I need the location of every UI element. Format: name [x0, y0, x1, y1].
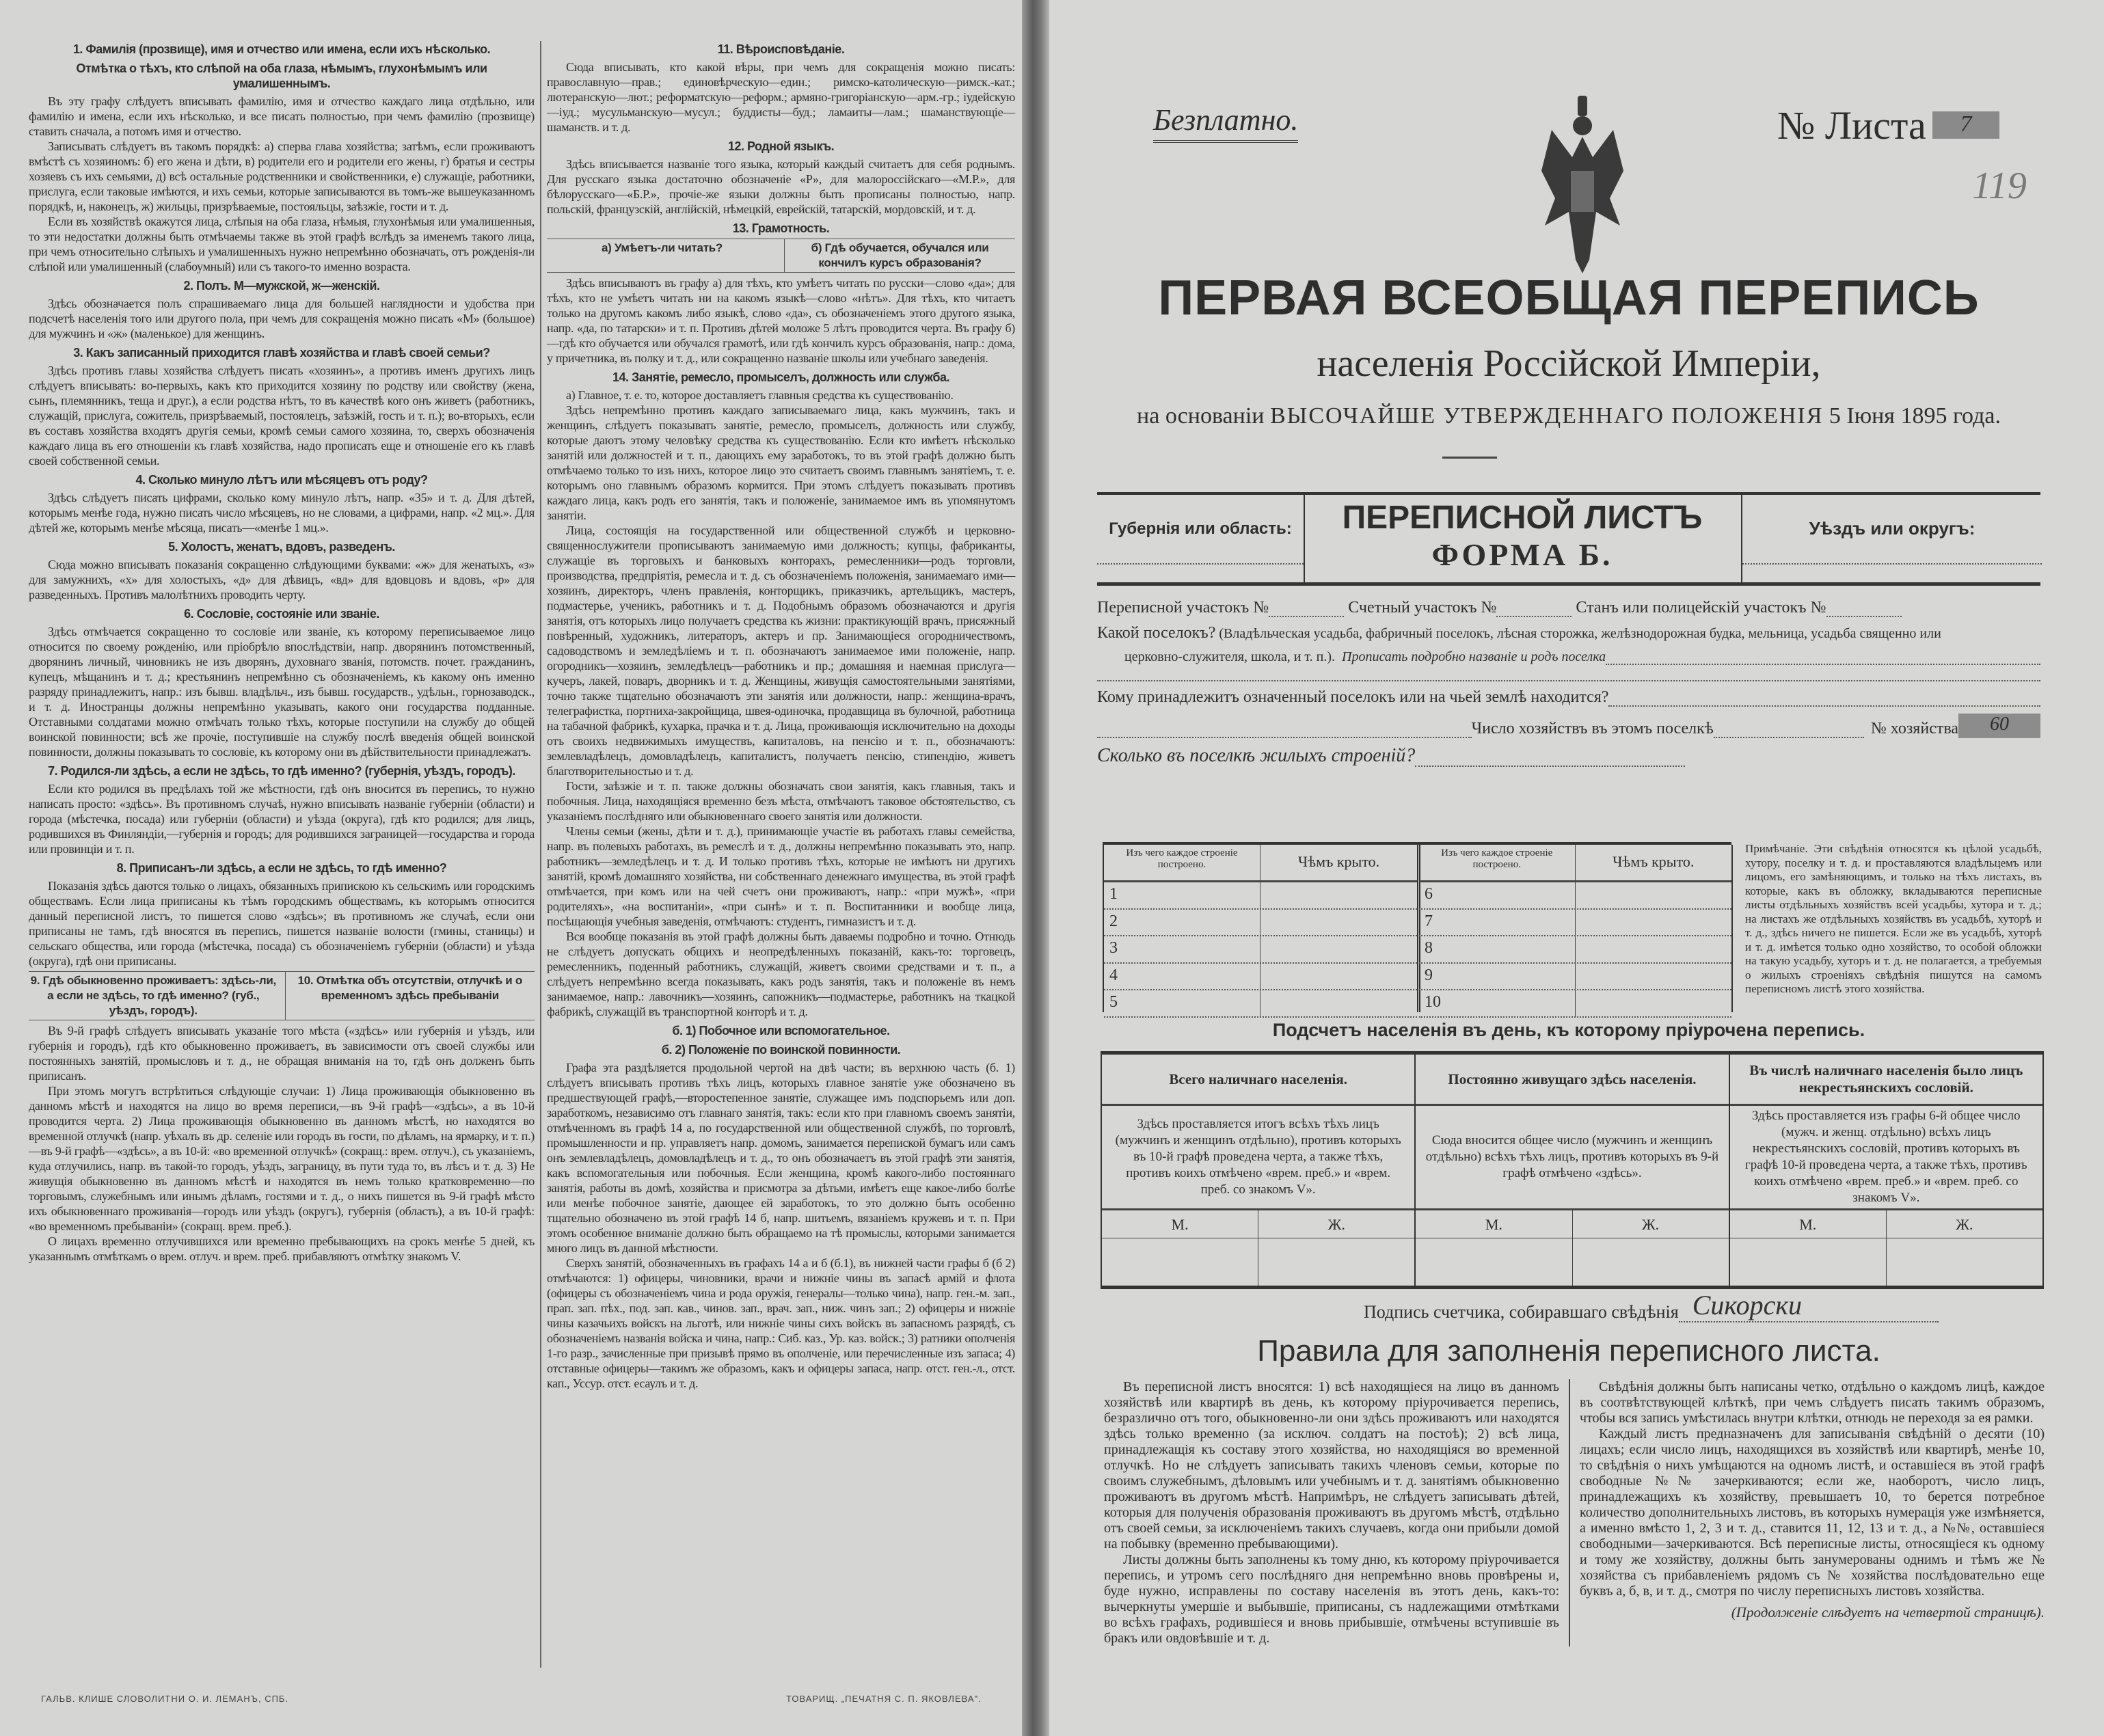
- instruction-paragraph: Въ эту графу слѣдуетъ вписывать фамилію, имя и отчество каждаго лица отдѣльно, или фамилію и имена, если ихъ нѣсколько, и все писать полностью, при чемъ фамилію (прозвище) ставить сначала, а потомъ имя и отчество.: [29, 94, 535, 138]
- section-heading: 5. Холостъ, женатъ, вдовъ, разведенъ.: [168, 540, 395, 554]
- enumerator-signature-row: Подпись счетчика, собиравшаго свѣдѣнія Сикорски: [1364, 1289, 1939, 1323]
- row-number: 5: [1104, 990, 1260, 1016]
- section-heading: 8. Приписанъ-ли здѣсь, а если не здѣсь, то гдѣ именно?: [116, 861, 447, 875]
- column-divider: [540, 41, 541, 1668]
- dwellings-table-row[interactable]: [1419, 936, 1731, 964]
- province-field[interactable]: Губернія или область:: [1097, 495, 1305, 582]
- settlement-name-input-line2[interactable]: [1097, 665, 2040, 681]
- male-count-input[interactable]: [1102, 1238, 1258, 1286]
- imperial-eagle-emblem: [1538, 96, 1627, 273]
- printer-credit-left: ГАЛЬВ. КЛИШЕ СЛОВОЛИТНИ О. И. ЛЕМАНЪ, СПБ.: [41, 1694, 289, 1704]
- right-page-census-form: [1049, 0, 2104, 1736]
- instruction-paragraph: Записывать слѣдуетъ въ такомъ порядкѣ: а) сперва глава хозяйства; затѣмъ, если проживаютъ вмѣстѣ съ хозяиномъ: б) его жена и дѣти, в) родители его и родители его жены, г) братья и сестры хозяевъ съ ихъ семьями, д) всѣ остальные родственники и свойственники, е) служащіе, работники, прислуга, если таковые имѣются, и ихъ семьи, которые записываются въ томъ-же вышеуказанномъ порядкѣ, и, наконецъ, ж) жильцы, призрѣваемые, постояльцы, заѣзжіе, гости и т. д.: [29, 139, 535, 213]
- male-count-input[interactable]: [1730, 1238, 1887, 1286]
- census-title: ПЕРВАЯ ВСЕОБЩАЯ ПЕРЕПИСЬ: [1158, 271, 1980, 325]
- instruction-paragraph: Вся вообще показанія въ этой графѣ должны быть даваемы подробно и точно. Отнюдь не слѣдуетъ допускать общихъ и неопредѣленныхъ показаній, какъ-то: торговецъ, ремесленникъ, поденный работникъ, служащій, живетъ своими средствами и т. п., а слѣдуетъ непремѣнно всегда показывать, какъ родъ занятія, такъ и положеніе въ немъ занимаемое, напр.: лавочникъ—хозяинъ, сапожникъ—подмастерье, работникъ на ткацкой фабрикѣ, служащій въ транспортной конторѣ и т. д.: [547, 930, 1015, 1018]
- section-heading: Отмѣтка о тѣхъ, кто слѣпой на оба глаза, нѣмымъ, глухонѣмымъ или умалишеннымъ.: [76, 62, 487, 90]
- rules-paragraph: Въ переписной листъ вносятся: 1) всѣ находящіеся на лицо въ данномъ хозяйствѣ или квартирѣ въ день, къ которому пріурочивается перепись, безразлично отъ того, обыкновенно-ли они здѣсь проживаютъ или находятся здѣсь только временно (за исключ. солдатъ на постоѣ); 2) всѣ лица, принадлежащія къ составу этого хозяйства, но находящіяся во временной отлучкѣ. Но не слѣдуетъ записывать такихъ членовъ семьи, которые по своимъ служебнымъ, дѣловымъ или учебнымъ и т. д. занятіямъ обыкновенно проживаютъ въ другомъ мѣстѣ. Напримѣръ, не слѣдуетъ записывать дѣтей, которыя для полученія образованія проживаютъ въ другомъ мѣстѣ, отдѣльно отъ своей семьи, за исключеніемъ такихъ случаевъ, когда они прибыли домой на побывку (временно пребывающими).: [1104, 1379, 1559, 1551]
- owner-row: Кому принадлежитъ означенный поселокъ или на чьей землѣ находится?: [1097, 688, 2040, 707]
- female-label: Ж.: [1956, 1216, 1973, 1233]
- book-spine: [1022, 0, 1049, 1736]
- roof-cell[interactable]: [1260, 936, 1417, 962]
- dwellings-table-row[interactable]: [1419, 910, 1731, 937]
- count-input-row: [1730, 1238, 2042, 1286]
- count-input-row: [1102, 1238, 1414, 1286]
- sheet-title-block: ПЕРЕПИСНОЙ ЛИСТЪ ФОРМА Б.: [1342, 500, 1703, 572]
- section-heading: 11. Вѣроисповѣданіе.: [717, 42, 845, 56]
- instructions-column-2: [547, 38, 1015, 1391]
- population-column: [1729, 1055, 2044, 1286]
- free-of-charge-label: Безплатно.: [1153, 103, 1298, 143]
- form-fields: [1097, 592, 2040, 767]
- dwellings-note: Примѣчаніе. Эти свѣдѣнія относятся къ цѣлой усадьбѣ, хутору, поселку и т. д. и проставляются владѣльцемъ или лицомъ, его замѣняющимъ, и только на тѣхъ листахъ, въ которые, какъ въ обложку, вкладываются переписные листы отдѣльныхъ хозяйствъ всей усадьбы, хутора и т. д.; на листахъ же отдѣльныхъ хозяйствъ въ усадьбѣ, хуторѣ и т. д., здѣсь ничего не пишется. Если же въ усадьбѣ, хуторѣ и т. д. имѣется только одно хозяйство, то особой обложки на такую усадьбу, хуторъ и т. д. не полагается, а требуемыя о жилыхъ строеніяхъ свѣдѣнія пишутся на самомъ переписномъ листѣ этого хозяйства.: [1745, 842, 2042, 995]
- section-heading: 7. Родился-ли здѣсь, а если не здѣсь, то гдѣ именно? (губернія, уѣздъ, городъ).: [48, 764, 515, 778]
- dwellings-table-row[interactable]: [1104, 964, 1417, 991]
- instruction-paragraph: Здѣсь вписывается названіе того языка, который каждый считаетъ для себя роднымъ. Для русскаго языка достаточно обозначеніе «Р», для малороссійскаго—«М.Р.», для бѣлорусскаго—«Б.Р.», прочіе-же языки должны быть прописаны полностью, напр. польскій, французскій, англійскій, нѣмецкій, еврейскій, татарскій, мордовскій, и т. д.: [547, 157, 1015, 216]
- row-number: 6: [1419, 882, 1576, 908]
- instruction-paragraph: Здѣсь вписываютъ въ графу а) для тѣхъ, кто умѣетъ читать по русски—слово «да»; для тѣхъ, кто не умѣетъ читать ни на какомъ языкѣ—слово «нѣтъ». Для тѣхъ, кто читаетъ только на другомъ какомъ либо языкѣ, слово «да», съ обозначеніемъ этого другого языка, напр. «да, по татарски» и т. п. Противъ дѣтей моложе 5 лѣтъ проводится черта. Въ графу б)—гдѣ кто обучается или обучался грамотѣ, или гдѣ кончилъ курсъ образованія, напр.: дома, у причетника, въ полку и т. д., или сокращенно названіе школы или учебнаго заведенія.: [547, 276, 1015, 365]
- row-number: 9: [1419, 964, 1576, 990]
- instruction-paragraph: Показанія здѣсь даются только о лицахъ, обязанныхъ припискою къ сельскимъ или городскимъ обществамъ. Если лица приписаны къ тѣмъ городскимъ обществамъ, къ которымъ относится данный переписной листъ, то пишется слово «здѣсь»; въ противномъ же случаѣ, если они приписаны не тамъ, гдѣ вносятся въ перепись, пишется названіе волости (гмины, станицы) и сельскаго общества, или города (мѣстечка, посада) съ обозначеніемъ губерніи (области) и уѣзда (округа), гдѣ они приписаны.: [29, 879, 535, 968]
- population-column-heading: Постоянно живущаго здѣсь населенія.: [1416, 1055, 1728, 1106]
- roof-cell[interactable]: [1576, 882, 1732, 908]
- female-label: Ж.: [1641, 1216, 1660, 1233]
- population-column-heading: Въ числѣ наличнаго населенія было лицъ некрестьянскихъ сословій.: [1730, 1055, 2042, 1106]
- female-count-input[interactable]: [1887, 1238, 2042, 1286]
- rules-column-left: [1104, 1379, 1570, 1646]
- census-subtitle: населенія Россійской Имперіи,: [1317, 342, 1821, 385]
- section-heading: а) Умѣетъ-ли читать?: [602, 241, 723, 254]
- dwellings-table-row[interactable]: [1104, 990, 1417, 1018]
- settlement-name-row: церковно-служителя, школа, и т. п.). Прописать подробно названіе и родъ поселка: [1097, 649, 2040, 665]
- sheet-header-box: [1097, 492, 2040, 586]
- instruction-paragraph: Графа эта раздѣляется продольной чертой на двѣ части; въ верхнюю часть (б. 1) слѣдуетъ вписывать противъ тѣхъ лицъ, которыхъ главное занятіе уже обозначено въ предшествующей графѣ,—второстепенное занятіе, служащее имъ подспорьемъ или доп. заработкомъ, независимо отъ главнаго занятія, такъ: если кто при главномъ своемъ занятіи, отмѣченномъ въ графѣ 14 а, по государственной или общественной службѣ, по торговлѣ, промышленности и пр. управляетъ напр. домомъ, занимается перепиской бумагъ или самъ онъ землевладѣлецъ, домовладѣлецъ и т. д., то онъ обозначаетъ въ этой графѣ эти занятія, какъ вспомогательныя или побочныя. Если женщина, кромѣ какого-либо постояннаго занятія, работы въ домѣ, хозяйства и присмотра за дѣтьми, имѣетъ еще какое-либо болѣе или менѣе побочное занятіе, дающее ей заработокъ, то это должно быть особенно тщательно обозначено въ этой графѣ 14 б, напр. шитьемъ, вязаніемъ кружевъ и т. п. При этомъ особенное вниманіе должно быть обращаемо на тѣ промыслы, которыми занимается много лицъ въ данной мѣстности.: [547, 1061, 1015, 1255]
- instruction-paragraph: Сюда можно вписывать показанія сокращенно слѣдующими буквами: «ж» для женатыхъ, «з» для замужнихъ, «х» для холостыхъ, «д» для дѣвицъ, «вд» для вдовцовъ и вдовъ, «р» для разведенныхъ. Противъ малолѣтнихъ проводить черту.: [29, 558, 535, 601]
- column-header-material: Изъ чего каждое строеніе построено.: [1419, 845, 1576, 880]
- population-column: [1414, 1055, 1728, 1286]
- instruction-paragraph: Если кто родился въ предѣлахъ той же мѣстности, гдѣ онъ вносится въ перепись, то нужно написать просто: «здѣсь». Въ противномъ случаѣ, нужно вписывать названіе губерніи (области) и города (мѣстечка, посада) или губерніи (области) и уѣзда (округа), гдѣ кто родился; для лицъ, родившихся въ Финляндіи,—губернія и городъ; для родившихся заграницей—государства и города или провинціи и т. п.: [29, 782, 535, 856]
- row-number: 4: [1104, 964, 1260, 990]
- male-count-input[interactable]: [1416, 1238, 1572, 1286]
- dwellings-count-row: Сколько въ поселкѣ жилыхъ строеній?: [1097, 745, 1685, 767]
- households-row: Число хозяйствъ въ этомъ поселкѣ № хозяйства 60: [1097, 714, 2040, 738]
- instruction-paragraph: Члены семьи (жены, дѣти и т. д.), принимающіе участіе въ работахъ главы семейства, напр. въ полевыхъ работахъ, въ ремеслѣ и т. д., должны непремѣнно показывать это, напр. работникъ—земледѣлецъ и т. д. И только противъ тѣхъ, которые не имѣютъ ни другихъ занятій, кромѣ домашняго хозяйства, ни собственнаго денежнаго имущества, въ этой графѣ отмѣчается, при комъ или на чей счетъ они проживаютъ, напр.: «при мужѣ», «при родителяхъ», «на воспитаніи», «при сынѣ» и т. п. Воспитанники и вообще лица, посѣщающія учебныя заведенія, отмѣчаютъ: студентъ, гимназистъ и т. д.: [547, 824, 1015, 928]
- area-numbers-row: Переписной участокъ № Счетный участокъ № Станъ или полицейскій участокъ №: [1097, 599, 2040, 617]
- section-heading-pair: [547, 239, 1015, 273]
- dwellings-table-row[interactable]: [1104, 910, 1417, 937]
- instruction-paragraph: Если въ хозяйствѣ окажутся лица, слѣпыя на оба глаза, нѣмыя, глухонѣмыя или умалишенныя, то эти недостатки должны быть отмѣчаемы также въ этой графѣ вслѣдъ за именемъ такого лица, при чемъ относительно слѣпыхъ и умалишенныхъ нужно непремѣнно обозначать, отъ рожденія-ли слѣпой или умалишенный (слабоумный) или съ такого-то именно возраста.: [29, 215, 535, 273]
- dwellings-count-input[interactable]: [1415, 765, 1685, 767]
- instruction-paragraph: Сверхъ занятій, обозначенныхъ въ графахъ 14 а и б (б.1), въ нижней части графы б (б 2) отмѣчаются: 1) офицеры, чиновники, врачи и нижніе чины въ запасѣ армій и флота (офицеры съ обозначеніемъ чина и рода оружія, генералы—только чина), напр. ген.-м. зап., прап. зап. пѣх., под. зап. кав., чинов. зап., врач. зап., ниж. чинъ зап.; 2) офицеры и нижніе чины казачьихъ войскъ на льготѣ, или нижніе чины сихъ войскъ въ запасномъ разрядѣ, съ обозначеніемъ названія войска и чина, напр.: Сиб. каз., Ур. каз. войск.; 3) ратники ополченія 1-го разр., зачисленные при призывѣ прямо въ ополченіе, или перечисленные изъ запаса; 4) отставные офицеры—такимъ же образомъ, какъ и офицеры запаса, напр. отст. ген.-л., отст. кап., Уссур. отст. есаулъ и т. д.: [547, 1256, 1015, 1390]
- instructions-column-1: [29, 38, 535, 1264]
- dwellings-table-row[interactable]: [1104, 882, 1417, 910]
- instruction-paragraph: Здѣсь непремѣнно противъ каждаго записываемаго лица, какъ мужчинъ, такъ и женщинъ, слѣдуетъ показывать занятіе, ремесло, промыселъ, должность или службу, которые даютъ этому человѣку средства къ существованію. Если кто имѣетъ нѣсколько занятій или должностей и т. п., дающихъ ему заработокъ, то въ этой графѣ должно быть отмѣчаемо только то изъ нихъ, которое лицо это считаетъ своимъ главнымъ занятіемъ, т. е. которымъ оно главнымъ образомъ кормится. При этомъ слѣдуетъ показывать противъ каждаго лица, какъ родъ его занятія, такъ и положеніе, занимаемое имъ въ упомянутомъ занятіи.: [547, 403, 1015, 522]
- section-heading: 2. Полъ. М—мужской, ж—женскій.: [183, 279, 380, 293]
- sheet-number-label: № Листа: [1777, 103, 1926, 148]
- male-label: М.: [1416, 1210, 1572, 1238]
- instruction-paragraph: Здѣсь обозначается полъ спрашиваемаго лица для большей наглядности и удобства при подсчетѣ населенія того или другого пола, при чемъ для сокращенія можно писать «М» (большое) для мужчинъ и «ж» (маленькое) для женщинъ.: [29, 297, 535, 340]
- roof-cell[interactable]: [1260, 882, 1417, 908]
- population-count-heading: Подсчетъ населенія въ день, къ которому пріурочена перепись.: [1272, 1020, 1865, 1040]
- households-count-input[interactable]: [1714, 737, 1864, 738]
- sex-header-row: [1730, 1210, 2042, 1238]
- row-number: 1: [1104, 882, 1260, 908]
- section-heading: 3. Какъ записанный приходится главѣ хозяйства и главѣ своей семьи?: [73, 346, 490, 360]
- roof-cell[interactable]: [1576, 910, 1732, 936]
- population-column-description: Здѣсь проставляется итогъ всѣхъ тѣхъ лицъ (мужчинъ и женщинъ отдѣльно), противъ которыхъ въ 10-й графѣ проведена черта, а также тѣхъ, противъ коихъ отмѣчено «врем. преб.» и «врем. преб. со знакомъ V».: [1102, 1106, 1414, 1210]
- row-number: 8: [1419, 936, 1576, 962]
- column-header-roof: Чѣмъ крыто.: [1613, 853, 1695, 870]
- dwellings-table: [1103, 842, 1731, 1012]
- population-column-description: Сюда вносится общее число (мужчинъ и женщинъ отдѣльно) всѣхъ тѣхъ лицъ, противъ которыхъ въ 9-й графѣ отмѣчено «здѣсь».: [1416, 1106, 1728, 1210]
- rules-paragraph: Каждый листъ предназначенъ для записыванія свѣдѣній о десяти (10) лицахъ; если число лицъ, находящихся въ хозяйствѣ или квартирѣ, менѣе 10, то свѣдѣнія о нихъ умѣщаются на одномъ листѣ, и оставшіеся въ этой графѣ свободные №№ зачеркиваются; если же, наоборотъ, число лицъ, принадлежащихъ къ хозяйству, превышаетъ 10, то берется потребное количество дополнительныхъ листовъ, въ которыхъ нумерація уже измѣняется, а именно вмѣсто 1, 2, 3 и т. д., ставится 11, 12, 13 и т. д., а №№, оставшіеся свободными—зачеркиваются. Всѣ переписные листы, относящіеся къ одному и тому же хозяйству, должны быть занумерованы однимъ и тѣмъ же № хозяйства съ прибавленіемъ рядомъ съ № хозяйства послѣдовательно еще буквъ а, б, в, и т. д., смотря по числу переписныхъ листовъ хозяйства.: [1580, 1426, 2045, 1599]
- column-header-material: Изъ чего каждое строеніе построено.: [1104, 845, 1260, 880]
- owner-input-line2[interactable]: [1097, 737, 1472, 738]
- population-column: [1101, 1055, 1414, 1286]
- instruction-paragraph: Здѣсь противъ главы хозяйства слѣдуетъ писать «хозяинъ», а противъ именъ другихъ лицъ слѣдуетъ вписывать: во-первыхъ, какъ кто приходится хозяину по родству или свойству (жена, сынъ, племянникъ, теща и друг.), а если родства нѣтъ, то въ качествѣ кого онъ живетъ (работникъ, служащій, прислуга, сожитель, призрѣваемый, постоялецъ, заѣзжій, гость и т. п.); во-вторыхъ, если въ составъ хозяйства входятъ другія семьи, кромѣ семьи самого хозяина, то, сверхъ обозначенія каждаго лица въ его отношеніи къ главѣ хозяйства, надо прописать еще и отношеніе его къ главѣ своей собственной семьи.: [29, 364, 535, 467]
- section-heading: 6. Сословіе, состояніе или званіе.: [184, 607, 379, 621]
- pencil-archive-number: 119: [1972, 165, 2027, 207]
- row-number: 7: [1419, 910, 1576, 936]
- population-column-heading: Всего наличнаго населенія.: [1102, 1055, 1414, 1106]
- instruction-paragraph: Сюда вписывать, кто какой вѣры, при чемъ для сокращенія можно писать: православную—прав.; единовѣрческую—един.; римско-католическую—римск.-кат.; лютеранскую—лют.; реформатскую—реформ.; армяно-григоріанскую—арм.-гр.; іудейскую—іуд.; мусульманскую—мусул.; буддисты—буд.; ламаиты—лам.; шаманствующіе—шаманств. и т. д.: [547, 60, 1015, 134]
- count-input-row: [1416, 1238, 1728, 1286]
- female-count-input[interactable]: [1573, 1238, 1729, 1286]
- sex-header-row: [1416, 1210, 1728, 1238]
- section-heading-pair: [29, 971, 535, 1020]
- section-heading: 14. Занятіе, ремесло, промыселъ, должность или служба.: [612, 370, 950, 384]
- instruction-paragraph: Здѣсь слѣдуетъ писать цифрами, сколько кому минуло лѣтъ, напр. «35» и т. д. Для дѣтей, которымъ менѣе года, нужно писать число мѣсяцевъ, но не словами, а цифрами, напр. «2 мц.». Для дѣтей же, которымъ менѣе мѣсяца, писать—«менѣе 1 мц.».: [29, 491, 535, 534]
- printer-credit-right: ТОВАРИЩ. „ПЕЧАТНЯ С. П. ЯКОВЛЕВА".: [786, 1694, 982, 1704]
- row-number: 3: [1104, 936, 1260, 962]
- section-heading: б. 1) Побочное или вспомогательное.: [672, 1024, 890, 1037]
- section-heading: 10. Отмѣтка объ отсутствіи, отлучкѣ и о временномъ здѣсь пребываніи: [285, 972, 535, 1020]
- census-legal-basis: на основаніи ВЫСОЧАЙШЕ УТВЕРЖДЕННАГО ПОЛОЖЕНІЯ 5 Іюня 1895 года.: [1137, 403, 2001, 429]
- instruction-paragraph: Гости, заѣзжіе и т. п. также должны обозначать свои занятія, какъ главныя, такъ и побочныя. Лица, находящіяся временно безъ мѣста, отмѣчаютъ таковое обстоятельство, съ указаніемъ послѣдняго или обыкновеннаго своего занятія или должности.: [547, 779, 1015, 823]
- female-label: Ж.: [1327, 1216, 1345, 1233]
- rules-column-right: [1580, 1379, 2045, 1620]
- population-column-description: Здѣсь проставляется изъ графы 6-й общее число (мужч. и женщ. отдѣльно) всѣхъ лицъ некрестьянскихъ сословій, противъ которыхъ въ графѣ 10-й проведена черта, а также тѣхъ, противъ коихъ отмѣчено «врем. преб.» и «врем. преб. со знакомъ V».: [1730, 1106, 2042, 1210]
- dwellings-table-row[interactable]: [1419, 882, 1731, 910]
- settlement-name-input[interactable]: [1606, 664, 2040, 665]
- roof-cell[interactable]: [1576, 936, 1732, 962]
- enumerator-signature: Сикорски: [1679, 1289, 1939, 1323]
- roof-cell[interactable]: [1576, 964, 1732, 990]
- instruction-paragraph: Лица, состоящія на государственной или общественной службѣ и церковно-священнослужители прописываютъ занимаемую ими должность; купцы, фабриканты, служащіе въ торговыхъ и банковыхъ конторахъ, ремесленники—родъ торговли, производства, предпріятія, ремесла и т. д. съ обозначеніемъ положенія, занимаемаго ими—хозяинъ, директоръ, членъ правленія, конторщикъ, приказчикъ, артельщикъ, мастеръ, подмастерье, ученикъ, работникъ и т. д. Подобнымъ образомъ обозначаются и другія занятія, отъ которыхъ лицо получаетъ средства къ жизни: практикующій врачъ, присяжный повѣренный, художникъ, литераторъ, актеръ и пр. Занимающіеся огородничествомъ, садоводствомъ и земледѣліемъ и т. п. обозначаютъ занимаемое ими положеніе, напр. огородникъ—хозяинъ, земледѣлецъ—работникъ и пр.; домашняя и наемная прислуга—кучеръ, лакей, поваръ, дворникъ и т. д. Женщины, живущія самостоятельными занятіями, точно также тщательно обозначаютъ эти занятія или должности, напр.: женщина-врачъ, телеграфистка, портниха-закройщица, швея-одиночка, продавщица въ булочной, работница на табачной фабрикѣ, кухарка, прачка и т. д. Лица, проживающія исключительно на доходы отъ своихъ недвижимыхъ имуществъ, капиталовъ, на пенсію и т. п., обозначаютъ: землевладѣлецъ, домовладѣлецъ, капиталистъ, получаетъ пенсію, стипендію, живетъ благотворительностью и т. д.: [547, 524, 1015, 778]
- dwellings-table-header: [1419, 845, 1731, 882]
- rules-paragraph: Свѣдѣнія должны быть написаны четко, отдѣльно о каждомъ лицѣ, каждое въ соотвѣтствующей клѣткѣ, при чемъ слѣдуетъ писать такимъ образомъ, чтобы вся запись умѣстилась внутри клѣтки, отнюдь не переходя за ея рамки.: [1580, 1379, 2045, 1426]
- sheet-number-value: 7: [1932, 111, 1999, 139]
- row-number: 10: [1419, 990, 1576, 1016]
- section-heading: 13. Грамотность.: [732, 221, 830, 235]
- male-label: М.: [1730, 1210, 1887, 1238]
- instruction-paragraph: При этомъ могутъ встрѣтиться слѣдующіе случаи: 1) Лица проживающія обыкновенно въ данномъ мѣстѣ и находятся на лицо во время переписи,—въ 9-й графѣ—«здѣсь», а въ 10-й проводится черта. 2) Лица проживающія обыкновенно въ данномъ мѣстѣ, но находятся во временной отлучкѣ (напр. уѣхалъ въ др. селеніе или городъ въ гости, по дѣламъ, на ярмарку, и т. п.)—въ 9-й графѣ—«здѣсь», а въ 10-й: «во временной отлучкѣ» (сокращ.: врем. отлуч.), съ указаніемъ, куда отлучились, напр. въ такой-то городъ, уѣздъ, заграницу, въ пути туда то, въ лѣсъ и т. д. 3) Не живущія обыкновенно въ данномъ мѣстѣ и находятся въ немъ только кратковременно—по торговымъ, служебнымъ или инымъ дѣламъ, гостями и т. д., о нихъ пишется въ 9-й графѣ мѣсто ихъ обыкновеннаго проживанія—городъ или уѣздъ (округъ), губернія (область), а въ 10-й графѣ: «во временномъ пребываніи» (сокращ. врем. преб.).: [29, 1084, 535, 1233]
- rules-heading: Правила для заполненія переписного листа.: [1257, 1334, 1880, 1368]
- column-header-roof: Чѣмъ крыто.: [1297, 853, 1380, 870]
- instruction-paragraph: Здѣсь отмѣчается сокращенно то сословіе или званіе, къ которому переписываемое лицо относится по своему рожденію, или пріобрѣло впослѣдствіи, напр. дворянинъ потомственный, дворянинъ личный, чиновникъ не изъ дворянъ, духовнаго званія, потомств. почет. гражданинъ, купецъ, мѣщанинъ и т. д.; крестьянинъ непремѣнно съ обозначеніемъ, къ какому онъ именно разряду принадлежитъ, напр.: изъ бывш. владѣльч., изъ бывш. государств., удѣльн., горнозаводск., и т. д. Иностранцы должны непремѣнно указывать, какого они государства подданные. Отставными солдатами можно отмѣчать только тѣхъ, которые поступили на службу до общей воинской повинности; всѣ же прочіе, поступившіе на службу послѣ введенія общей воинской повинности, должны показывать то сословіе, къ которому они въ дѣйствительности принадлежатъ.: [29, 625, 535, 759]
- section-heading: 1. Фамилія (прозвище), имя и отчество или имена, если ихъ нѣсколько.: [72, 42, 491, 56]
- row-number: 2: [1104, 910, 1260, 936]
- section-heading: 4. Сколько минуло лѣтъ или мѣсяцевъ отъ роду?: [135, 473, 428, 487]
- rules-paragraph: Листы должны быть заполнены къ тому дню, къ которому пріурочивается перепись, и утромъ сего послѣдняго дня непремѣнно вновь провѣрены и, буде нужно, исправлены по составу населенія въ этотъ день, какъ-то: вычеркнуты умершіе и выбывшіе, приписаны, съ надлежащими отмѣтками во всѣхъ графахъ, родившіеся и вновь прибывшіе, отмѣчены вступившіе въ бракъ или овдовѣвшіе и т. д.: [1104, 1552, 1559, 1646]
- section-heading: 9. Гдѣ обыкновенно проживаетъ: здѣсь-ли, а если не здѣсь, то гдѣ именно? (губ., уѣздъ, городъ).: [30, 974, 276, 1017]
- dwellings-table-row[interactable]: [1104, 936, 1417, 964]
- district-field[interactable]: Уѣздъ или округъ:: [1741, 495, 2042, 582]
- count-area-input[interactable]: [1496, 616, 1572, 617]
- instruction-paragraph: Въ 9-й графѣ слѣдуетъ вписывать указаніе того мѣста («здѣсь» или губернія и уѣздъ, или губернія и городъ), гдѣ кто обыкновенно проживаетъ, въ зависимости отъ своей службы или постоянныхъ занятій, промысловъ и т. д., не обращая вниманія на то, гдѣ онъ долженъ быть приписанъ.: [29, 1024, 535, 1083]
- roof-cell[interactable]: [1260, 990, 1417, 1016]
- owner-input[interactable]: [1608, 705, 2040, 707]
- household-number-value[interactable]: 60: [1958, 714, 2040, 738]
- section-heading: б. 2) Положеніе по воинской повинности.: [661, 1043, 901, 1057]
- sex-header-row: [1102, 1210, 1414, 1238]
- population-count-table: [1101, 1051, 2044, 1289]
- section-heading: 12. Родной языкъ.: [727, 139, 835, 153]
- female-count-input[interactable]: [1258, 1238, 1414, 1286]
- left-page-instructions: [0, 0, 1022, 1736]
- police-area-input[interactable]: [1826, 616, 1902, 617]
- instruction-paragraph: О лицахъ временно отлучившихся или временно пребывающихъ на срокъ менѣе 5 дней, къ указаннымъ отмѣткамъ о врем. отлуч. и врем. преб. прибавляютъ отмѣтку знакомъ V.: [29, 1234, 535, 1263]
- male-label: М.: [1102, 1210, 1258, 1238]
- divider-rule: [1442, 457, 1497, 459]
- dwellings-table-row[interactable]: [1419, 964, 1731, 991]
- continued-note: (Продолженіе слѣдуетъ на четвертой страницѣ).: [1731, 1604, 2045, 1620]
- roof-cell[interactable]: [1260, 910, 1417, 936]
- census-area-input[interactable]: [1269, 616, 1344, 617]
- dwellings-table-header: [1104, 845, 1417, 882]
- instruction-paragraph: а) Главное, т. е. то, которое доставляетъ главныя средства къ существованію.: [566, 388, 954, 402]
- roof-cell[interactable]: [1576, 990, 1732, 1016]
- roof-cell[interactable]: [1260, 964, 1417, 990]
- settlement-type-row: Какой поселокъ? (Владѣльческая усадьба, фабричный поселокъ, лѣсная сторожка, желѣзнодорожная будка, мельница, усадьба священно или: [1097, 624, 1941, 642]
- dwellings-table-row[interactable]: [1419, 990, 1731, 1018]
- section-heading: б) Гдѣ обучается, обучался или кончилъ курсъ образованія?: [784, 239, 1015, 272]
